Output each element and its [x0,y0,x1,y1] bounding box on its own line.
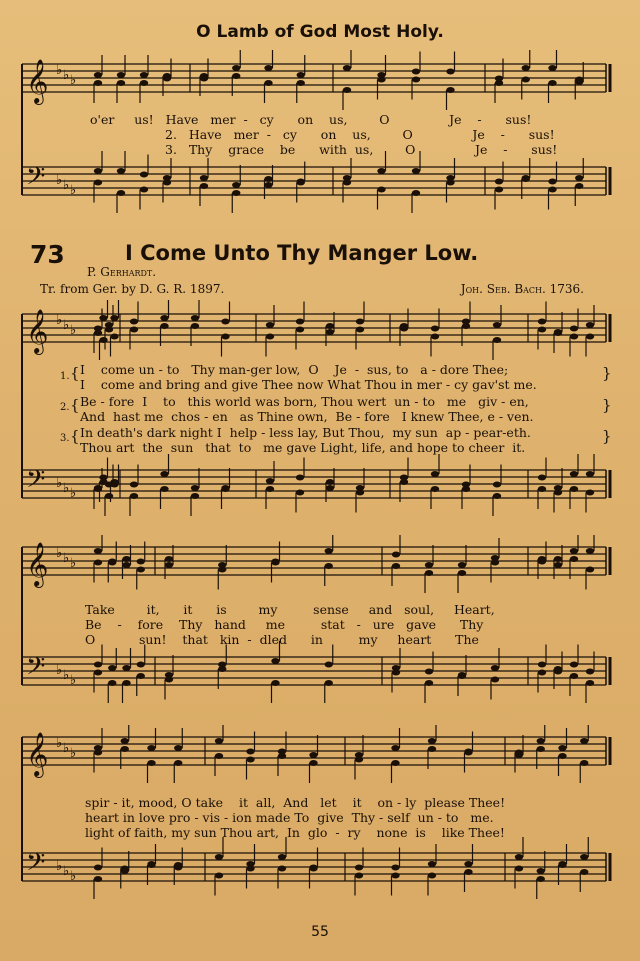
previous-hymn-title: O Lamb of God Most Holy. [196,22,444,42]
brace-left-3: { [70,427,80,445]
verse-3-line-1: In death's dark night I help - less lay, But Thou, my sun ap - pear-eth. [80,425,531,440]
svg-text:𝄢: 𝄢 [26,848,46,883]
previous-lyric-line-3: 3. Thy grace be with us, O Je - sus! [165,142,558,157]
svg-text:♭: ♭ [70,183,77,198]
svg-text:♭: ♭ [63,668,70,683]
svg-text:♭: ♭ [56,313,63,328]
svg-text:♭: ♭ [56,173,63,188]
verse-number-3: 3. [60,433,70,444]
system-3-lyric-line-3: light of faith, my sun Thou art, In glo - ry none is like Thee! [85,825,505,840]
svg-text:♭: ♭ [63,741,70,756]
svg-text:♭: ♭ [63,481,70,496]
svg-text:♭: ♭ [70,486,77,501]
svg-text:♭: ♭ [63,178,70,193]
svg-text:𝄞: 𝄞 [26,542,49,586]
previous-lyric-line-1: o'er us! Have mer - cy on us, O Je - sus! [90,112,532,127]
brace-right-2: } [602,396,612,414]
brace-right-1: } [602,364,612,382]
svg-text:♭: ♭ [63,864,70,879]
hymn-number: 73 [30,240,65,269]
svg-text:♭: ♭ [63,68,70,83]
svg-text:♭: ♭ [63,318,70,333]
system-2-lyric-line-3: O sun! that kin - dled in my heart The [85,632,479,647]
svg-text:♭: ♭ [70,556,77,571]
verse-2-line-1: Be - fore I to this world was born, Thou wert un - to me giv - en, [80,394,529,409]
svg-text:♭: ♭ [70,869,77,884]
page-number: 55 [311,924,329,940]
verse-1-line-2: I come and bring and give Thee now What Thou in mer - cy gav'st me. [80,377,537,392]
svg-text:♭: ♭ [70,673,77,688]
svg-text:♭: ♭ [56,546,63,561]
svg-text:♭: ♭ [56,663,63,678]
brace-left-2: { [70,396,80,414]
hymn-title: I Come Unto Thy Manger Low. [125,241,479,265]
svg-text:𝄞: 𝄞 [26,309,49,353]
svg-text:𝄢: 𝄢 [26,465,46,500]
svg-text:♭: ♭ [63,551,70,566]
svg-text:♭: ♭ [70,73,77,88]
system-2-lyric-line-1: Take it, it is my sense and soul, Heart, [85,602,495,617]
verse-number-2: 2. [60,402,70,413]
svg-text:♭: ♭ [56,859,63,874]
svg-text:♭: ♭ [70,323,77,338]
svg-text:♭: ♭ [56,736,63,751]
brace-left-1: { [70,364,80,382]
svg-text:𝄞: 𝄞 [26,59,49,103]
system-3-lyric-line-2: heart in love pro - vis - ion made To give Thy - self un - to me. [85,810,494,825]
system-3-lyric-line-1: spir - it, mood, O take it all, And let it on - ly please Thee! [85,795,506,810]
composer: Joh. Seb. Bach. 1736. [460,282,584,296]
svg-text:𝄢: 𝄢 [26,162,46,197]
translator: Tr. from Ger. by D. G. R. 1897. [40,282,225,296]
svg-text:♭: ♭ [70,746,77,761]
verse-2-line-2: And hast me chos - en as Thine own, Be - fore I knew Thee, e - ven. [80,409,534,424]
svg-text:♭: ♭ [56,476,63,491]
verse-1-line-1: I come un - to Thy man-ger low, O Je - sus, to a - dore Thee; [80,362,509,377]
svg-text:𝄞: 𝄞 [26,732,49,776]
brace-right-3: } [602,427,612,445]
svg-text:𝄢: 𝄢 [26,652,46,687]
previous-lyric-line-2: 2. Have mer - cy on us, O Je - sus! [165,127,555,142]
svg-text:♭: ♭ [56,63,63,78]
system-2-lyric-line-2: Be - fore Thy hand me stat - ure gave Thy [85,617,484,632]
verse-number-1: 1. [60,371,70,382]
verse-3-line-2: Thou art the sun that to me gave Light, life, and hope to cheer it. [80,440,526,455]
author: P. Gerhardt. [87,265,157,279]
